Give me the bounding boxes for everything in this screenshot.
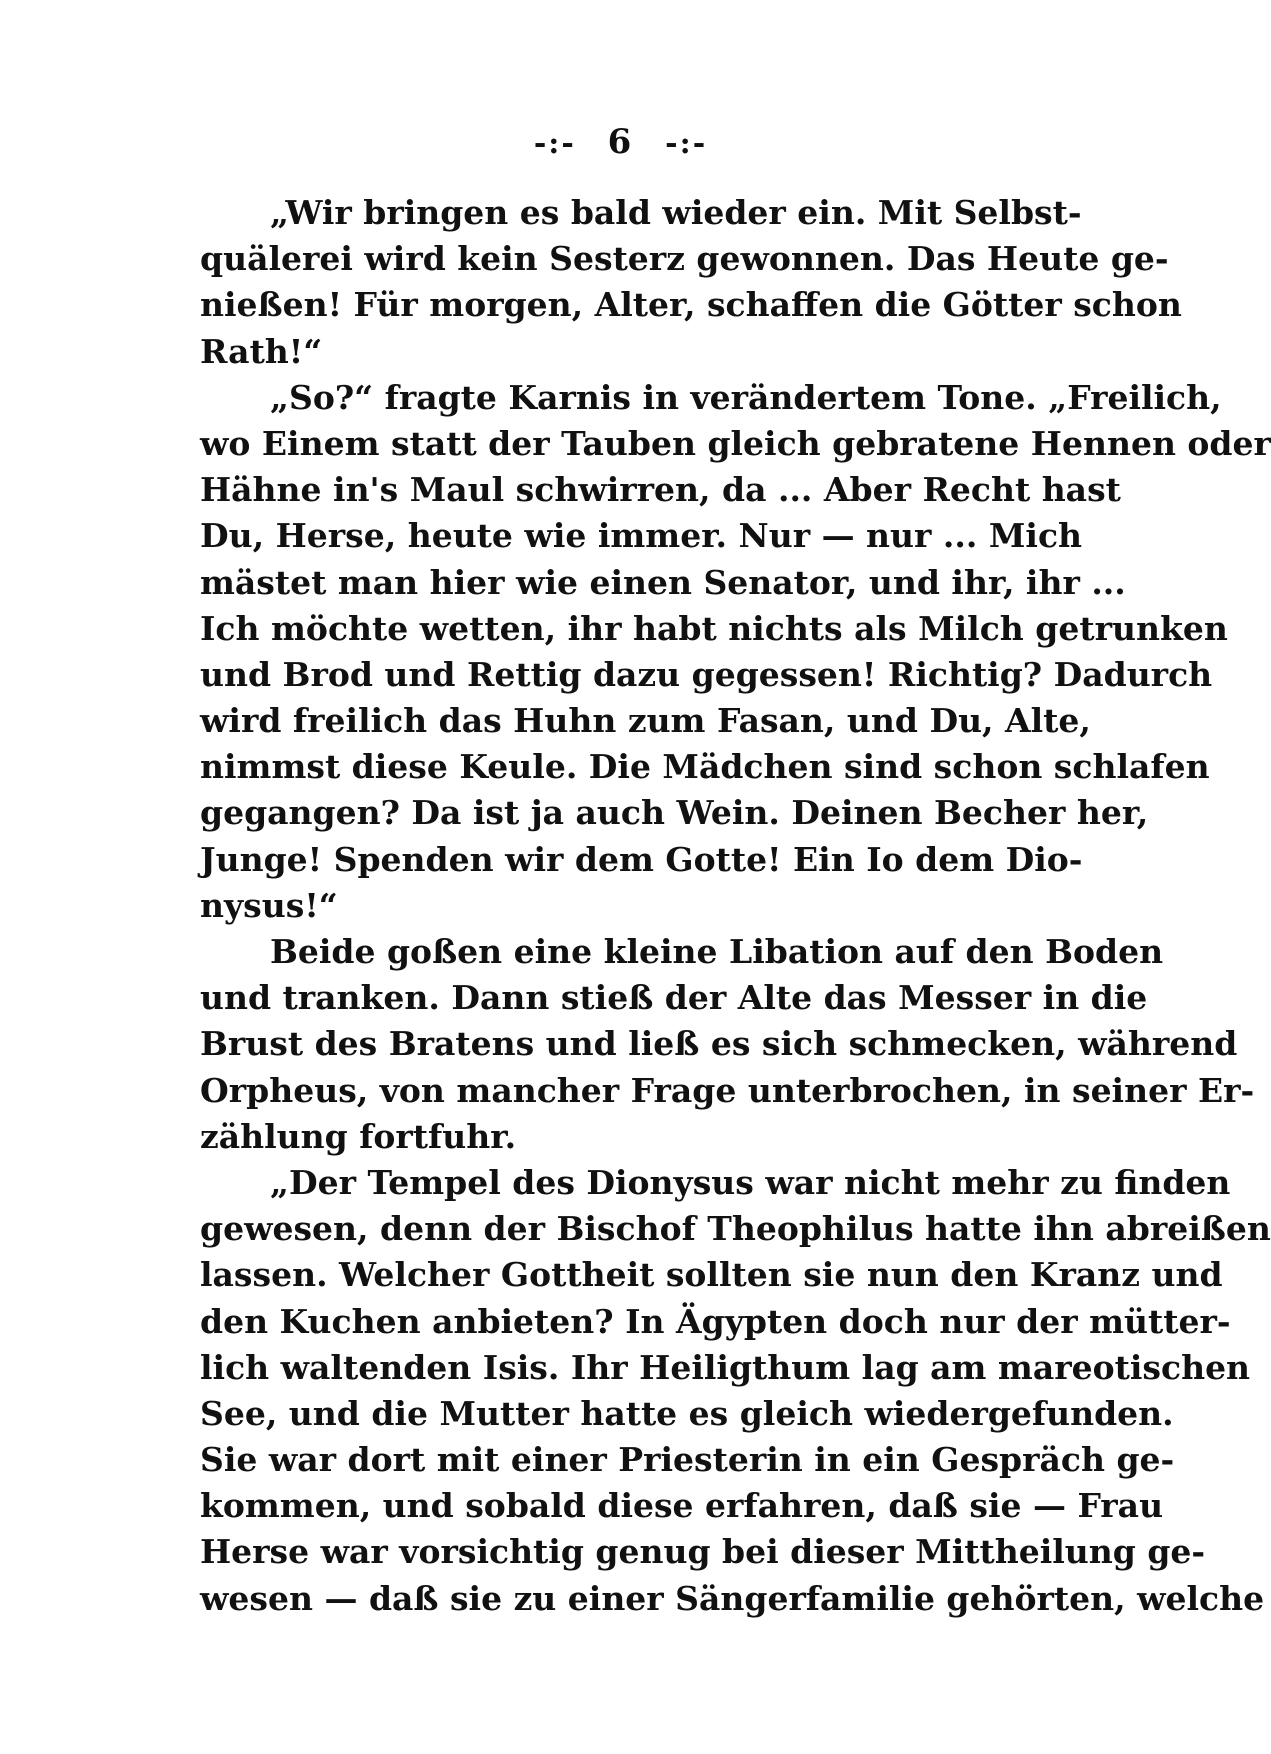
page-header	[0, 122, 1241, 162]
text-line: Brust des Bratens und ließ es sich schmecken, während	[200, 1024, 1238, 1064]
text-line: Junge! Spenden wir dem Gotte! Ein Io dem Dio-	[200, 839, 1083, 879]
text-line: nimmst diese Keule. Die Mädchen sind schon schlafen	[200, 747, 1210, 787]
text-line: Rath!“	[200, 331, 323, 371]
text-line: mästet man hier wie einen Senator, und ihr, ihr ...	[200, 562, 1126, 602]
text-line: „Der Tempel des Dionysus war nicht mehr zu finden	[270, 1162, 1231, 1202]
text-line: und tranken. Dann stieß der Alte das Messer in die	[200, 978, 1148, 1018]
text-line: Herse war vorsichtig genug bei dieser Mittheilung ge-	[200, 1532, 1206, 1572]
ornament-left: -:-	[533, 126, 576, 161]
text-line: Du, Herse, heute wie immer. Nur — nur ... Mich	[200, 516, 1083, 556]
text-line: „So?“ fragte Karnis in verändertem Tone. „Freilich,	[270, 377, 1222, 417]
ornament-right: -:-	[665, 126, 708, 161]
text-line: und Brod und Rettig dazu gegessen! Richtig? Dadurch	[200, 654, 1213, 694]
text-line: Hähne in's Maul schwirren, da ... Aber Recht hast	[200, 470, 1121, 510]
body-text	[200, 190, 1271, 1622]
text-line: kommen, und sobald diese erfahren, daß sie — Frau	[200, 1486, 1164, 1526]
text-line: Sie war dort mit einer Priesterin in ein Gespräch ge-	[200, 1440, 1175, 1480]
text-line: nysus!“	[200, 885, 338, 925]
text-line: wird freilich das Huhn zum Fasan, und Du, Alte,	[200, 701, 1091, 741]
text-line: lich waltenden Isis. Ihr Heiligthum lag am mareotischen	[200, 1347, 1251, 1387]
text-line: Beide goßen eine kleine Libation auf den Boden	[270, 932, 1164, 971]
text-line: nießen! Für morgen, Alter, schaffen die Götter schon	[200, 285, 1182, 325]
text-line: wesen — daß sie zu einer Sängerfamilie gehörten, welche	[200, 1578, 1265, 1618]
text-line: gewesen, denn der Bischof Theophilus hatte ihn abreißen	[200, 1209, 1271, 1249]
text-line: quälerei wird kein Sesterz gewonnen. Das Heute ge-	[200, 239, 1169, 279]
text-line: gegangen? Da ist ja auch Wein. Deinen Becher her,	[200, 793, 1149, 833]
page-number: 6	[607, 122, 634, 162]
text-line: zählung fortfuhr.	[200, 1116, 517, 1156]
text-line: lassen. Welcher Gottheit sollten sie nun den Kranz und	[200, 1255, 1223, 1295]
text-line: den Kuchen anbieten? In Ägypten doch nur der mütter-	[200, 1301, 1231, 1341]
text-line: wo Einem statt der Tauben gleich gebratene Hennen oder	[200, 423, 1271, 463]
text-line: Orpheus, von mancher Frage unterbrochen, in seiner Er-	[200, 1070, 1255, 1110]
text-line: See, und die Mutter hatte es gleich wiedergefunden.	[200, 1393, 1174, 1433]
text-line: Ich möchte wetten, ihr habt nichts als Milch getrunken	[200, 608, 1228, 648]
text-line: „Wir bringen es bald wieder ein. Mit Selbst-	[270, 193, 1082, 232]
